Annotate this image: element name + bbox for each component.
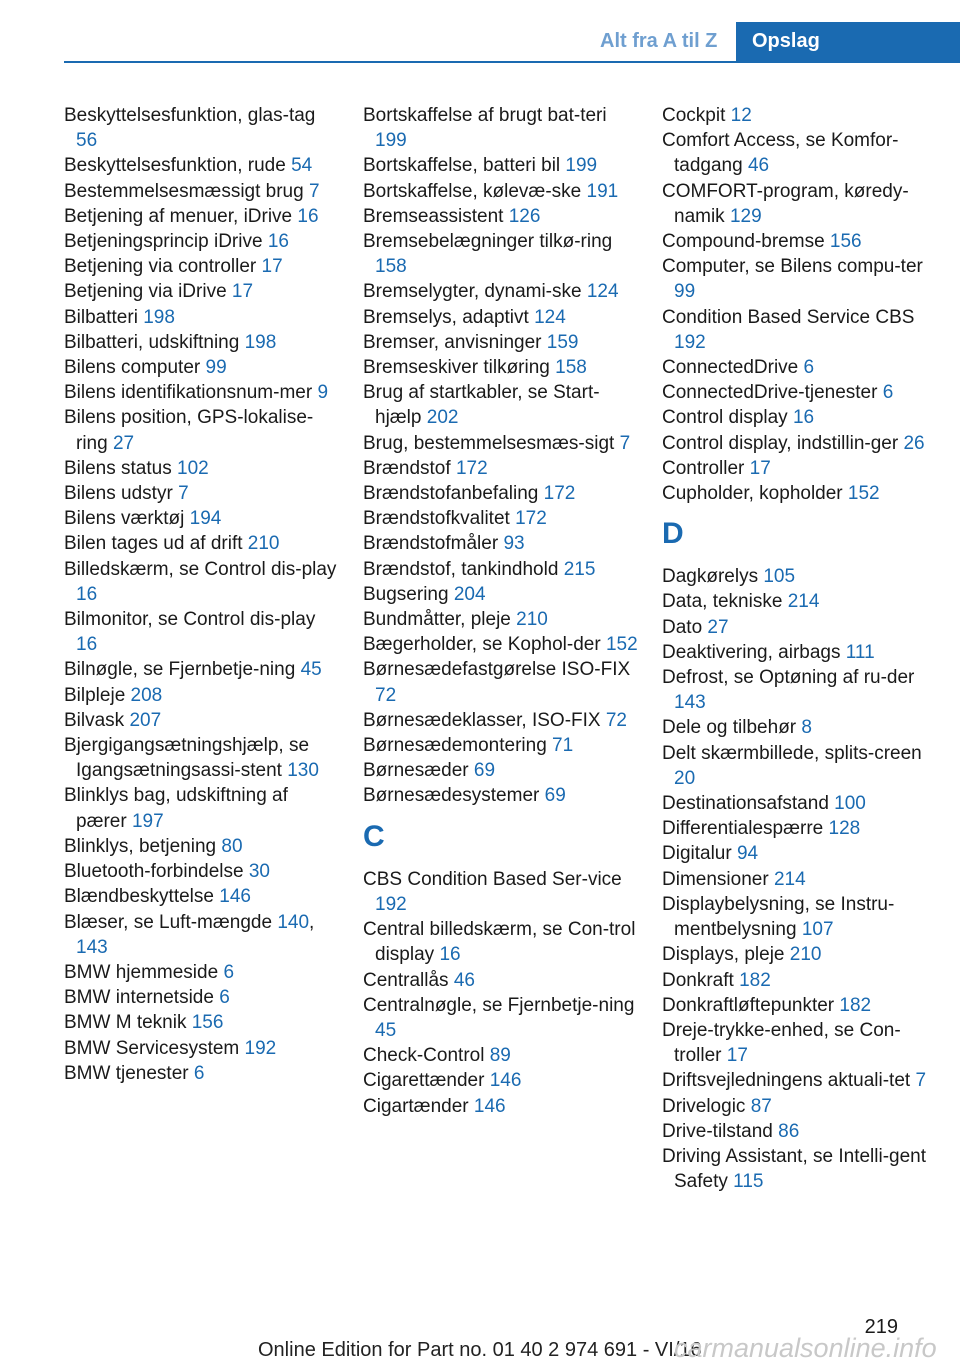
index-term: Børnesæder [363, 760, 469, 782]
index-entry [64, 279, 339, 304]
page-ref-link[interactable]: 198 [143, 306, 175, 328]
page-ref-link[interactable]: 16 [439, 944, 461, 966]
index-term: Blinklys bag, udskiftning af pærer [64, 785, 288, 832]
index-term: Bremselys, adaptivt [363, 306, 529, 328]
index-entry [363, 355, 638, 380]
page-ref-link[interactable]: 7 [308, 180, 320, 202]
page-ref-link[interactable]: 17 [749, 457, 771, 479]
index-entry [363, 305, 638, 330]
page-ref-link[interactable]: 7 [619, 432, 631, 454]
index-entry [363, 229, 638, 279]
index-entry [64, 153, 339, 178]
page-ref-link[interactable]: 143 [674, 692, 706, 714]
index-term: Computer, se Bilens compu‐ter [662, 256, 923, 278]
index-entry [662, 942, 937, 967]
page-ref-link[interactable]: 26 [903, 432, 925, 454]
index-entry [64, 204, 339, 229]
page-ref-link[interactable]: 105 [763, 566, 796, 588]
page-ref-link[interactable]: 210 [516, 609, 548, 631]
index-entry [662, 305, 937, 355]
index-entry: Blæser, se Luft‐mængde 140, 143 [64, 911, 315, 958]
page-ref-link[interactable]: 89 [489, 1045, 511, 1067]
page-ref-link[interactable]: 140 [277, 911, 310, 933]
index-term: Brændstofmåler [363, 533, 499, 555]
index-term: Brændstof [363, 457, 451, 479]
page-ref-link[interactable]: 107 [801, 919, 834, 941]
page-ref-link[interactable]: 129 [729, 205, 762, 227]
page-ref-link[interactable]: 16 [297, 205, 319, 227]
page-ref-link[interactable]: 128 [828, 818, 861, 840]
index-entry [64, 254, 339, 279]
index-term: Centrallås [363, 969, 449, 991]
page-ref-link[interactable]: 16 [267, 231, 289, 253]
index-term: Digitalur [662, 843, 732, 865]
index-entry [662, 892, 937, 942]
index-entry [662, 405, 937, 430]
page-ref-link[interactable]: 69 [473, 760, 496, 782]
index-entry [363, 204, 638, 229]
page-ref-link[interactable]: 16 [792, 407, 815, 429]
index-term: Bortskaffelse af brugt bat‐teri [363, 105, 607, 126]
index-entry [662, 867, 937, 892]
index-entry [363, 867, 638, 917]
index-term: Cigartænder [363, 1095, 469, 1117]
page-ref-link[interactable]: 172 [515, 508, 547, 530]
index-term: BMW hjemmeside [64, 961, 219, 983]
index-term: Børnesædefastgørelse ISO‐FIX [363, 659, 631, 681]
index-term: Delt skærmbillede, splits‐creen [662, 742, 922, 764]
index-term: Displays, pleje [662, 944, 785, 966]
index-term: Bortskaffelse, batteri bil [363, 155, 561, 177]
index-entry [662, 816, 937, 841]
index-entry [64, 1061, 339, 1086]
page-ref-link[interactable]: 198 [244, 331, 277, 353]
index-entry [64, 103, 339, 153]
page-ref-link[interactable]: 93 [503, 533, 525, 555]
page-ref-link[interactable]: 182 [739, 969, 771, 991]
index-letter-heading: C [363, 819, 385, 853]
watermark: carmanualsonline.info [674, 1333, 937, 1363]
index-term: Condition Based Service CBS [662, 306, 915, 328]
index-term: Drivelogic [662, 1095, 746, 1117]
index-term: Børnesædeklasser, ISO‐FIX [363, 709, 601, 731]
index-entry [64, 985, 339, 1010]
index-entry [64, 657, 339, 682]
index-term: Bremseskiver tilkøring [363, 357, 550, 379]
index-entry [64, 1010, 339, 1035]
index-term: Bilens computer [64, 357, 201, 379]
index-term: Cockpit [662, 105, 726, 126]
page-ref-link[interactable]: 45 [300, 659, 322, 681]
index-entry [64, 481, 339, 506]
index-term: Cupholder, kopholder [662, 483, 843, 505]
page-ref-link[interactable]: 17 [261, 256, 283, 278]
page-ref-link[interactable]: 27 [112, 432, 135, 454]
page-ref-link[interactable]: 99 [205, 357, 227, 379]
page-ref-link[interactable]: 124 [534, 306, 566, 328]
page-ref-link[interactable]: 214 [773, 868, 806, 890]
index-entry [662, 481, 937, 506]
index-entry [662, 741, 937, 791]
index-entry [662, 615, 937, 640]
page-ref-link[interactable]: 146 [219, 886, 251, 908]
page-ref-link[interactable]: 7 [178, 483, 189, 505]
page-ref-link[interactable]: 207 [129, 709, 162, 731]
page-ref-link[interactable]: 210 [789, 944, 822, 966]
page-ref-link[interactable]: 199 [565, 155, 598, 177]
index-entry [363, 506, 638, 531]
page-ref-link[interactable]: 208 [130, 684, 163, 706]
index-term: Donkraftløftepunkter [662, 994, 835, 1016]
page-ref-link[interactable]: 6 [803, 357, 815, 379]
index-entry [64, 683, 339, 708]
index-term: BMW tjenester [64, 1062, 189, 1084]
page-ref-link[interactable]: 199 [375, 130, 407, 152]
index-entry [64, 330, 339, 355]
index-entry [363, 481, 638, 506]
index-entry [363, 1068, 638, 1093]
index-entry [662, 968, 937, 993]
index-entry [662, 229, 937, 254]
index-entry [662, 841, 937, 866]
index-entry [662, 993, 937, 1018]
page-ref-link[interactable]: 71 [552, 735, 574, 757]
page-ref-link[interactable]: 172 [543, 483, 576, 505]
chapter-tab-label: Opslag [752, 30, 820, 52]
index-term: Bremser, anvisninger [363, 331, 542, 353]
page-ref-link[interactable]: 16 [76, 634, 98, 656]
index-term: Bilens udstyr [64, 483, 173, 505]
index-term: Deaktivering, airbags [662, 641, 841, 663]
index-entry [363, 733, 638, 758]
index-term: Dagkørelys [662, 566, 759, 588]
page-ref-link[interactable]: 182 [839, 994, 872, 1016]
index-entry [64, 960, 339, 985]
index-entry [363, 632, 638, 657]
index-term: Differentialespærre [662, 818, 824, 840]
page-ref-link[interactable]: 69 [544, 785, 566, 807]
page-ref-link[interactable]: 86 [778, 1120, 800, 1142]
page-ref-link[interactable]: 192 [375, 893, 407, 915]
index-entry [662, 1068, 937, 1093]
index-entry [64, 531, 339, 556]
page-ref-link[interactable]: 191 [586, 180, 619, 202]
page-ref-link[interactable]: 158 [375, 256, 407, 278]
index-entry [662, 564, 937, 589]
page-ref-link[interactable]: 214 [787, 591, 820, 613]
index-term: Blæser, se Luft‐mængde [64, 911, 273, 933]
index-term: Donkraft [662, 969, 734, 991]
index-entry [662, 1119, 937, 1144]
index-term: Data, tekniske [662, 591, 783, 613]
page-ref-link[interactable]: 6 [219, 987, 230, 1009]
page-number: 219 [864, 1316, 898, 1338]
index-entry [662, 1144, 937, 1194]
index-entry [363, 330, 638, 355]
index-term: Betjening via iDrive [64, 281, 227, 303]
page-ref-link[interactable]: 94 [736, 843, 759, 865]
index-term: BMW internetside [64, 987, 214, 1009]
index-term: Central billedskærm, se Con‐trol display [363, 919, 636, 966]
index-entry [662, 715, 937, 740]
index-term: Brug af startkabler, se Start‐hjælp [363, 382, 600, 429]
index-term: Betjening via controller [64, 256, 257, 278]
index-term: Bremselygter, dynami‐ske [363, 281, 582, 303]
index-entry [363, 607, 638, 632]
page-ref-link[interactable]: 146 [489, 1070, 522, 1092]
page-ref-link[interactable]: 6 [882, 382, 894, 404]
page-ref-link[interactable]: 17 [726, 1045, 748, 1067]
index-term: Bilens status [64, 457, 172, 479]
index-term: Driftsvejledningens aktuali‐tet [662, 1070, 911, 1092]
index-term: Control display, indstillin‐ger [662, 432, 899, 454]
index-entry [363, 582, 638, 607]
index-entry [363, 279, 638, 304]
index-entry [363, 993, 638, 1043]
index-entry [64, 607, 339, 657]
index-term: Bestemmelsesmæssigt brug [64, 180, 304, 202]
index-term: Bilnøgle, se Fjernbetje‐ning [64, 659, 296, 681]
index-term: Brug, bestemmelsesmæs‐sigt [363, 432, 615, 454]
index-entry [662, 431, 937, 456]
page-ref-link[interactable]: 143 [76, 936, 108, 958]
index-entry [363, 380, 638, 430]
index-term: Billedskærm, se Control dis‐play [64, 558, 337, 580]
index-term: Brændstofanbefaling [363, 483, 539, 505]
page-ref-link[interactable]: 8 [801, 717, 812, 739]
index-term: Børnesædesystemer [363, 785, 540, 807]
page-ref-link[interactable]: 202 [426, 407, 459, 429]
index-term: Dele og tilbehør [662, 717, 797, 739]
index-entry [363, 531, 638, 556]
index-term: BMW M teknik [64, 1012, 187, 1034]
index-entry [363, 103, 638, 153]
page-ref-link[interactable]: 100 [834, 793, 866, 815]
index-entry [662, 128, 937, 178]
page-ref-link[interactable]: 102 [177, 457, 209, 479]
page-ref-link[interactable]: 12 [730, 105, 752, 126]
index-term: Bilens værktøj [64, 508, 185, 530]
index-term: Bilen tages ud af drift [64, 533, 243, 555]
page-ref-link[interactable]: 80 [221, 835, 243, 857]
page-ref-link[interactable]: 6 [223, 961, 235, 983]
index-term: Dimensioner [662, 868, 769, 890]
index-term: Dato [662, 616, 703, 638]
page-ref-link[interactable]: 152 [605, 634, 638, 656]
page-ref-link[interactable]: 146 [473, 1095, 506, 1117]
index-entry [64, 405, 339, 455]
page-ref-link[interactable]: 56 [76, 130, 98, 152]
page-ref-link[interactable]: 159 [546, 331, 579, 353]
page-ref-link[interactable]: 192 [244, 1037, 277, 1059]
page-ref-link[interactable]: 156 [191, 1012, 224, 1034]
page-ref-link[interactable]: 6 [193, 1062, 205, 1084]
index-entry [662, 1094, 937, 1119]
index-letter-heading: D [662, 517, 684, 551]
index-term: Comfort Access, se Komfor‐tadgang [662, 130, 899, 177]
index-entry [662, 640, 937, 665]
index-entry [363, 153, 638, 178]
page-ref-link[interactable]: 194 [189, 508, 222, 530]
index-term: Bilpleje [64, 684, 126, 706]
page-ref-link[interactable]: 30 [248, 861, 270, 883]
index-term: Børnesædemontering [363, 735, 547, 757]
page-ref-link[interactable]: 172 [455, 457, 488, 479]
page-ref-link[interactable]: 17 [231, 281, 254, 303]
page-ref-link[interactable]: 54 [291, 155, 313, 177]
index-term: Betjening af menuer, iDrive [64, 205, 293, 227]
index-term: Brændstofkvalitet [363, 508, 510, 530]
index-entry [64, 884, 339, 909]
page-ref-link[interactable]: 158 [555, 357, 587, 379]
index-entry [363, 456, 638, 481]
index-term: Bilbatteri, udskiftning [64, 331, 240, 353]
index-term: Bilens position, GPS-lokalise‐ring [64, 407, 314, 454]
index-column-2 [363, 103, 638, 1119]
index-entry [662, 791, 937, 816]
page-ref-link[interactable]: 46 [453, 969, 475, 991]
index-term: Controller [662, 457, 745, 479]
index-entry [363, 179, 638, 204]
index-entry [64, 355, 339, 380]
index-entry [363, 968, 638, 993]
index-entry [64, 179, 339, 204]
index-term: Bortskaffelse, kølevæ‐ske [363, 180, 582, 202]
index-term: Dreje-trykke-enhed, se Con‐troller [662, 1019, 901, 1067]
index-entry [662, 103, 937, 128]
index-entry [363, 1043, 638, 1068]
index-entry [363, 657, 638, 707]
page-ref-link[interactable]: 130 [287, 760, 319, 782]
page-ref-link[interactable]: 9 [317, 382, 329, 404]
index-term: Driving Assistant, se Intelli‐gent Safety [662, 1145, 927, 1193]
page-ref-link[interactable]: 99 [674, 281, 696, 303]
index-term: Brændstof, tankindhold [363, 558, 559, 580]
index-term: Beskyttelsesfunktion, glas‐tag [64, 105, 316, 126]
chapter-tab [736, 22, 960, 63]
index-term: Bilvask [64, 709, 125, 731]
index-entry [662, 456, 937, 481]
index-term: Betjeningsprincip iDrive [64, 231, 263, 253]
index-entry [64, 506, 339, 531]
page-ref-link[interactable]: 20 [674, 767, 696, 789]
page-ref-link[interactable]: 46 [747, 155, 770, 177]
page-ref-link[interactable]: 111 [845, 641, 875, 663]
index-entry [363, 708, 638, 733]
index-term: Bægerholder, se Kophol‐der [363, 634, 601, 656]
index-entry [662, 380, 937, 405]
index-term: Blinklys, betjening [64, 835, 217, 857]
page-ref-link[interactable]: 197 [131, 810, 164, 832]
index-term: ConnectedDrive [662, 357, 799, 379]
index-entry [363, 557, 638, 582]
index-term: ConnectedDrive-tjenester [662, 382, 878, 404]
index-term: Blændbeskyttelse [64, 886, 214, 908]
index-column-3 [662, 103, 937, 1194]
index-term: Defrost, se Optøning af ru‐der [662, 667, 915, 689]
page-ref-link[interactable]: 45 [375, 1019, 397, 1041]
index-column-1 [64, 103, 339, 1086]
index-entry [363, 431, 638, 456]
index-entry [64, 305, 339, 330]
index-entry [662, 665, 937, 715]
index-term: CBS Condition Based Ser‐vice [363, 868, 622, 890]
index-entry [64, 380, 339, 405]
page-ref-link[interactable]: 152 [847, 483, 880, 505]
page-ref-link[interactable]: 210 [247, 533, 280, 555]
index-term: Bilbatteri [64, 306, 138, 328]
page-ref-link[interactable]: 7 [915, 1070, 927, 1092]
index-entry [64, 708, 339, 733]
index-term: Destinationsafstand [662, 793, 829, 815]
index-term: Centralnøgle, se Fjernbetje‐ning [363, 994, 635, 1016]
index-term: Drive-tilstand [662, 1120, 773, 1142]
index-entry [662, 254, 937, 304]
page-ref-link[interactable]: 16 [76, 583, 98, 605]
index-entry [662, 179, 937, 229]
index-term: Displaybelysning, se Instru‐mentbelysning [662, 893, 895, 941]
section-title: Alt fra A til Z [600, 30, 718, 52]
index-term: Bluetooth-forbindelse [64, 861, 244, 883]
index-entry [64, 229, 339, 254]
index-entry [662, 1018, 937, 1068]
index-term: Bremsebelægninger tilkø‐ring [363, 231, 613, 253]
page-ref-link[interactable]: 215 [563, 558, 596, 580]
index-term: Bilmonitor, se Control dis‐play [64, 609, 316, 631]
index-term: BMW Servicesystem [64, 1037, 240, 1059]
index-term: Bremseassistent [363, 205, 504, 227]
page-ref-link[interactable]: 72 [375, 684, 397, 706]
index-entry [64, 783, 339, 833]
index-entry [662, 589, 937, 614]
page-ref-link[interactable]: 87 [750, 1095, 772, 1117]
index-term: Beskyttelsesfunktion, rude [64, 155, 286, 177]
page-ref-link[interactable]: 126 [508, 205, 541, 227]
index-entry [64, 834, 339, 859]
page-ref-link[interactable]: 192 [674, 331, 706, 353]
index-term: Bugsering [363, 583, 449, 605]
page-ref-link[interactable]: 27 [707, 616, 729, 638]
page-ref-link[interactable]: 156 [829, 231, 862, 253]
index-entry [363, 1094, 638, 1119]
edition-note: Online Edition for Part no. 01 40 2 974 691 - VI/16 [258, 1339, 702, 1361]
index-entry [64, 456, 339, 481]
index-term: COMFORT-program, køredy‐namik [662, 180, 909, 227]
index-term: Bjergigangsætningshjælp, se Igangsætningsassi‐stent [64, 735, 310, 782]
index-entry [64, 859, 339, 884]
index-term: Bilens identifikationsnum‐mer [64, 382, 313, 404]
page-ref-link[interactable]: 204 [453, 583, 486, 605]
index-entry [64, 1036, 339, 1061]
page-ref-link[interactable]: 115 [733, 1171, 764, 1193]
index-entry [662, 355, 937, 380]
index-term: Check-Control [363, 1045, 485, 1067]
index-term: Bundmåtter, pleje [363, 609, 511, 631]
page-ref-link[interactable]: 72 [605, 709, 627, 731]
index-term: Control display [662, 407, 788, 429]
index-term: Cigarettænder [363, 1070, 485, 1092]
index-entry [64, 557, 339, 607]
page-ref-link[interactable]: 124 [586, 281, 619, 303]
index-entry [363, 783, 638, 808]
index-entry [64, 733, 339, 783]
index-entry [363, 758, 638, 783]
index-entry [363, 917, 638, 967]
page-header [0, 0, 960, 64]
index-term: Compound-bremse [662, 231, 825, 253]
